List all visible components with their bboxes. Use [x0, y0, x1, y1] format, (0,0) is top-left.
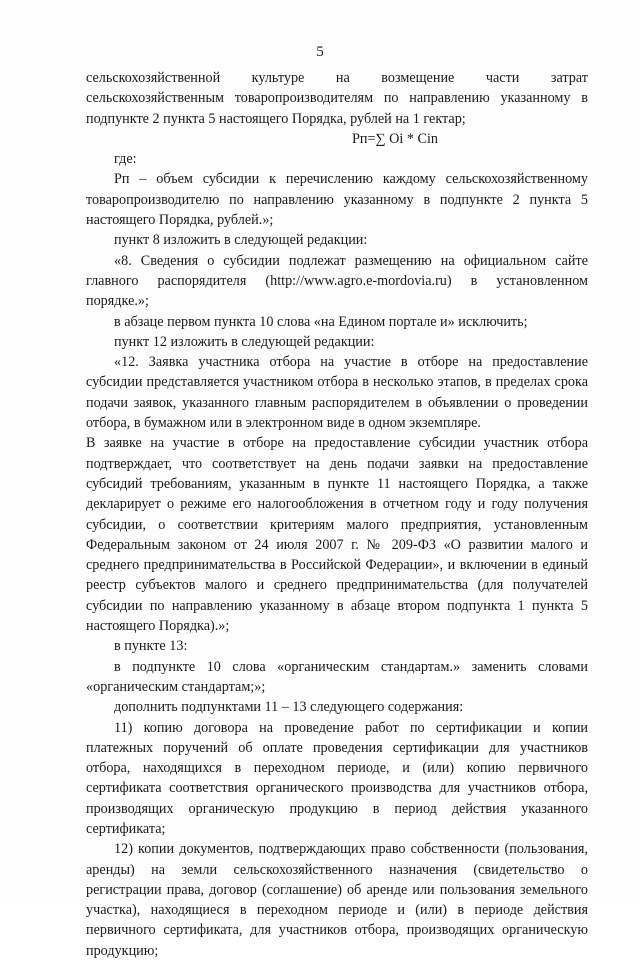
- paragraph-subitem-12: 12) копии документов, подтверждающих право собственности (пользования, аренды) на земли сельскохозяйственного назначения (свидетельство о регистрации права, договор (соглашение) об аренде или пользования земельного участка), находящиеся в переходном периоде и (или) в периоде действия первичного сертификата, для участников отбора, производящих органическую продукцию;: [86, 841, 588, 959]
- page-number: 5: [316, 44, 324, 60]
- paragraph-subitem-11: 11) копию договора на проведение работ по сертификации и копии платежных поручений об оплате проведения сертификации для участников отбора, находящихся в переходном периоде, и (или) копию первичного сертификата соответствия органического производства для участников отбора, производящих органическую продукцию в период действия указанного сертификата;: [86, 719, 588, 837]
- paragraph-definition: Pп – объем субсидии к перечислению каждому сельскохозяйственному товаропроизводителю по направлению указанному в подпункте 2 пункта 5 настоящего Порядка, рублей.»;: [86, 171, 588, 229]
- paragraph-where: где:: [114, 151, 137, 168]
- paragraph-subitem-10: в подпункте 10 слова «органическим стандартам.» заменить словами «органическим стандартам;»;: [86, 658, 588, 695]
- formula: Pп=∑ Оi * Сin: [351, 130, 438, 147]
- paragraph-item-12: «12. Заявка участника отбора на участие в отборе на предоставление субсидии представляется участником отбора в несколько этапов, в пределах срока подачи заявок, указанного главным распорядителем в объявлении о проведении отбора, в бумажном или в электронном виде в одном экземпляре.: [86, 354, 588, 432]
- paragraph-item-12-application: В заявке на участие в отборе на предоставление субсидии участник отбора подтверждает, что соответствует на день подачи заявки на предоставление субсидий требованиям, указанным в пункте 11 настоящего Порядка, а также декларирует о режиме его налогообложения в отчетном году и году получения субсидии, о соответствии критериям малого предприятия, установленным Федеральным законом от 24 июля 2007 г. № 209-ФЗ «О развитии малого и среднего предпринимательства в Российской Федерации», и включении в единый реестр субъектов малого и среднего предпринимательства (для получателей субсидии по направлению указанному в абзаце втором подпункта 1 пункта 5 настоящего Порядка).»;: [86, 435, 588, 635]
- paragraph-continuation: сельскохозяйственной культуре на возмещение части затрат сельскохозяйственным товаропроизводителям по направлению указанному в подпункте 2 пункта 5 настоящего Порядка, рублей на 1 гектар;: [86, 70, 588, 127]
- paragraph-item-13-intro: в пункте 13:: [114, 638, 188, 655]
- paragraph-supplement: дополнить подпунктами 11 – 13 следующего содержания:: [114, 699, 464, 716]
- paragraph-item-10: в абзаце первом пункта 10 слова «на Едином портале и» исключить;: [114, 313, 528, 330]
- paragraph-item-8: «8. Сведения о субсидии подлежат размещению на официальном сайте главного распорядителя (http://www.agro.e-mordovia.ru) в установленном порядке.»;: [86, 252, 588, 310]
- paragraph-item-12-intro: пункт 12 изложить в следующей редакции:: [114, 333, 375, 350]
- document-body: [86, 68, 588, 961]
- paragraph-item-8-intro: пункт 8 изложить в следующей редакции:: [114, 232, 368, 249]
